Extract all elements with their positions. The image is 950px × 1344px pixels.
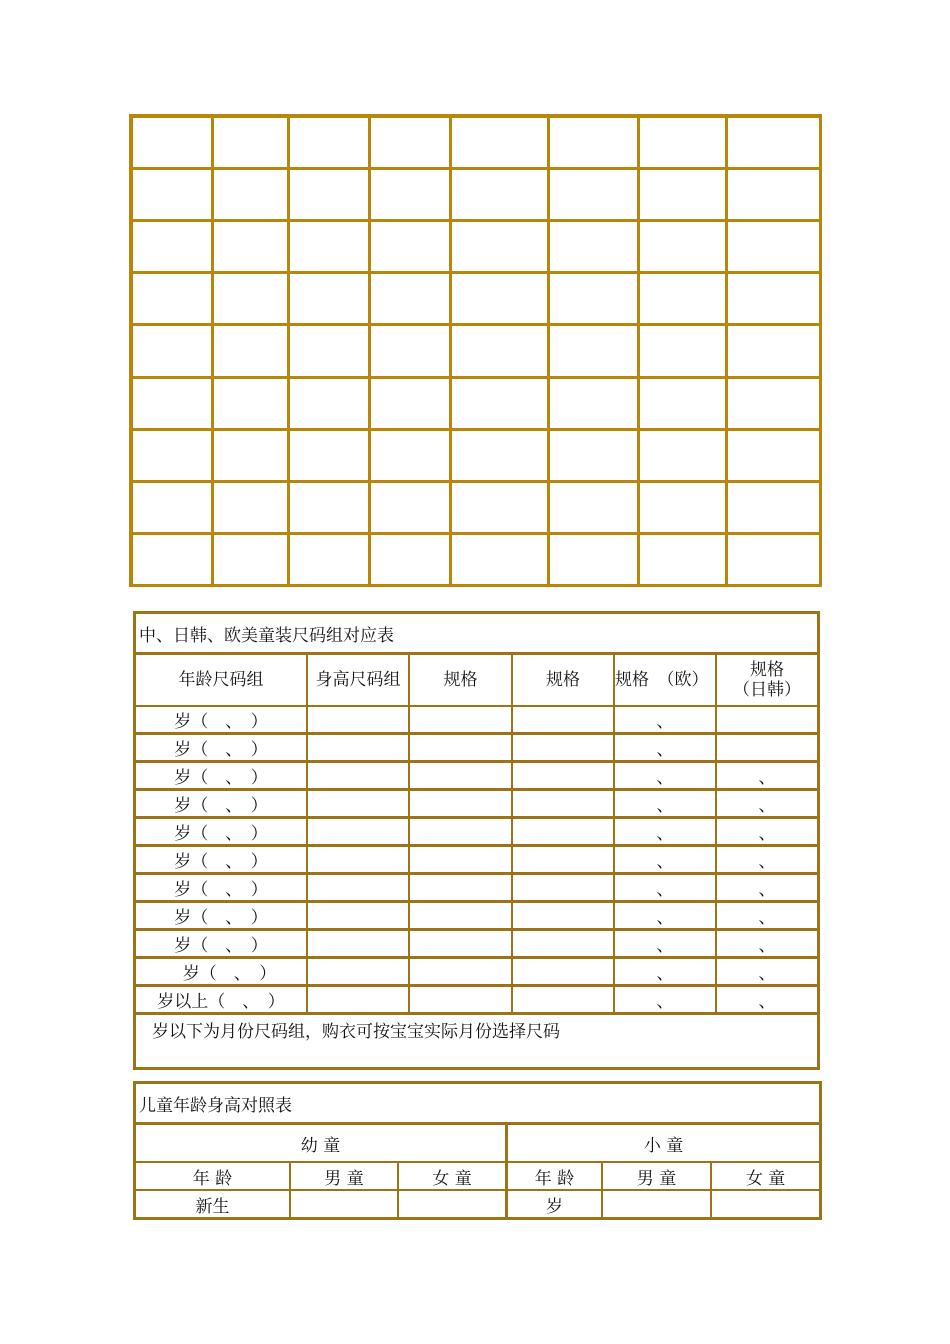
size-table-row (135, 930, 818, 958)
grid-cell (638, 168, 726, 220)
spec-eu-cell: 、 (614, 874, 716, 902)
grid-cell (212, 377, 288, 429)
grid-cell (212, 220, 288, 272)
header-spec-eu: 规格 （欧） (614, 654, 716, 706)
age-size-cell: 岁（ 、 ） (135, 846, 307, 874)
age-size-cell: 岁（ 、 ） (135, 762, 307, 790)
spec-eu-cell: 、 (614, 762, 716, 790)
grid-cell (638, 272, 726, 324)
grid-cell (131, 533, 212, 585)
header-spec-1: 规格 (409, 654, 512, 706)
spec-1-cell (409, 874, 512, 902)
grid-cell (450, 220, 548, 272)
grid-cell (638, 533, 726, 585)
group-toddler: 幼 童 (135, 1124, 506, 1162)
spec-1-cell (409, 734, 512, 762)
age-size-cell: 岁（ 、 ） (135, 818, 307, 846)
grid-cell (726, 429, 820, 481)
age-height-table (133, 1081, 822, 1220)
size-table-row (135, 874, 818, 902)
spec-2-cell (512, 790, 614, 818)
spec-eu-cell: 、 (614, 790, 716, 818)
spec-2-cell (512, 874, 614, 902)
grid-cell (212, 272, 288, 324)
grid-cell (548, 429, 638, 481)
spec-2-cell (512, 762, 614, 790)
age-size-cell: 岁以上（ 、 ） (135, 986, 307, 1014)
height-size-cell (307, 790, 409, 818)
boy-cell-2 (602, 1190, 711, 1218)
grid-cell (288, 272, 369, 324)
grid-cell (212, 481, 288, 533)
spec-2-cell (512, 958, 614, 986)
grid-cell (726, 220, 820, 272)
spec-2-cell (512, 986, 614, 1014)
grid-row (131, 324, 820, 376)
girl-cell-1 (398, 1190, 506, 1218)
height-size-cell (307, 846, 409, 874)
grid-cell (131, 429, 212, 481)
spec-eu-cell: 、 (614, 818, 716, 846)
grid-cell (212, 168, 288, 220)
size-table-title: 中、日韩、欧美童装尺码组对应表 (135, 613, 818, 654)
grid-cell (288, 116, 369, 168)
spec-1-cell (409, 762, 512, 790)
age-cell-1: 新生 (135, 1190, 290, 1218)
grid-cell (548, 220, 638, 272)
spec-jp-kr-cell: 、 (716, 790, 818, 818)
age-size-cell: 岁（ 、 ） (135, 902, 307, 930)
grid-cell (726, 481, 820, 533)
size-table-row (135, 762, 818, 790)
age-size-cell: 岁（ 、 ） (135, 734, 307, 762)
size-table-row (135, 734, 818, 762)
grid-cell (548, 324, 638, 376)
size-table-row (135, 986, 818, 1014)
spec-jp-kr-cell: 、 (716, 846, 818, 874)
spec-jp-kr-cell: 、 (716, 958, 818, 986)
grid-cell (131, 324, 212, 376)
grid-cell (548, 116, 638, 168)
spec-eu-cell: 、 (614, 846, 716, 874)
grid-cell (212, 533, 288, 585)
spec-jp-kr-cell (716, 734, 818, 762)
grid-cell (131, 220, 212, 272)
age-size-cell: 岁（ 、 ） (135, 706, 307, 734)
subheader-girl-2: 女 童 (711, 1162, 820, 1190)
grid-cell (288, 324, 369, 376)
age-size-cell: 岁（ 、 ） (135, 930, 307, 958)
height-size-cell (307, 930, 409, 958)
spec-jp-kr-cell: 、 (716, 818, 818, 846)
header-height-size-group: 身高尺码组 (307, 654, 409, 706)
age-size-cell: 岁（ 、 ） (135, 958, 307, 986)
grid-cell (548, 533, 638, 585)
grid-cell (450, 429, 548, 481)
grid-cell (726, 533, 820, 585)
subheader-age-1: 年 龄 (135, 1162, 290, 1190)
grid-cell (450, 168, 548, 220)
spec-jp-kr-cell (716, 706, 818, 734)
grid-row (131, 168, 820, 220)
subheader-boy-1: 男 童 (290, 1162, 398, 1190)
spec-jp-kr-cell: 、 (716, 930, 818, 958)
height-size-cell (307, 958, 409, 986)
spec-1-cell (409, 958, 512, 986)
grid-cell (288, 533, 369, 585)
header-spec-2: 规格 (512, 654, 614, 706)
height-size-cell (307, 734, 409, 762)
grid-cell (638, 481, 726, 533)
grid-cell (450, 116, 548, 168)
size-correspondence-table (133, 611, 820, 1070)
size-table-row (135, 846, 818, 874)
height-size-cell (307, 818, 409, 846)
grid-cell (450, 481, 548, 533)
grid-cell (369, 377, 450, 429)
age-size-cell: 岁（ 、 ） (135, 874, 307, 902)
grid-cell (212, 116, 288, 168)
grid-cell (450, 533, 548, 585)
spec-eu-cell: 、 (614, 902, 716, 930)
grid-cell (450, 377, 548, 429)
spec-2-cell (512, 706, 614, 734)
grid-cell (288, 481, 369, 533)
grid-cell (450, 324, 548, 376)
grid-cell (369, 429, 450, 481)
grid-cell (369, 168, 450, 220)
grid-cell (212, 429, 288, 481)
grid-cell (288, 220, 369, 272)
spec-2-cell (512, 818, 614, 846)
empty-grid-table (129, 114, 822, 587)
spec-1-cell (409, 818, 512, 846)
spec-eu-cell: 、 (614, 734, 716, 762)
spec-1-cell (409, 790, 512, 818)
spec-jp-kr-cell: 、 (716, 762, 818, 790)
grid-cell (638, 324, 726, 376)
grid-cell (131, 377, 212, 429)
grid-cell (131, 481, 212, 533)
grid-cell (212, 324, 288, 376)
grid-row (131, 116, 820, 168)
grid-row (131, 220, 820, 272)
spec-eu-cell: 、 (614, 930, 716, 958)
age-cell-2: 岁 (506, 1190, 602, 1218)
spec-1-cell (409, 930, 512, 958)
header-spec-jp-kr-line1: 规格 (750, 660, 785, 680)
age-size-cell: 岁（ 、 ） (135, 790, 307, 818)
group-small-child: 小 童 (506, 1124, 820, 1162)
boy-cell-1 (290, 1190, 398, 1218)
grid-cell (726, 168, 820, 220)
grid-row (131, 377, 820, 429)
spec-eu-cell: 、 (614, 958, 716, 986)
spec-jp-kr-cell: 、 (716, 874, 818, 902)
height-size-cell (307, 874, 409, 902)
grid-cell (638, 377, 726, 429)
grid-cell (726, 116, 820, 168)
grid-row (131, 533, 820, 585)
grid-cell (726, 324, 820, 376)
grid-cell (638, 116, 726, 168)
spec-2-cell (512, 902, 614, 930)
size-table-row (135, 818, 818, 846)
grid-cell (369, 533, 450, 585)
grid-cell (369, 324, 450, 376)
spec-eu-cell: 、 (614, 706, 716, 734)
grid-cell (369, 220, 450, 272)
header-spec-jp-kr (716, 654, 818, 706)
header-age-size-group: 年龄尺码组 (135, 654, 307, 706)
grid-cell (726, 377, 820, 429)
size-table-note: 岁以下为月份尺码组，购衣可按宝宝实际月份选择尺码 (135, 1014, 818, 1068)
spec-1-cell (409, 706, 512, 734)
height-size-cell (307, 902, 409, 930)
spec-1-cell (409, 986, 512, 1014)
size-table-row (135, 706, 818, 734)
grid-cell (131, 272, 212, 324)
grid-cell (369, 481, 450, 533)
spec-2-cell (512, 734, 614, 762)
header-spec-jp-kr-line2: （日韩） (733, 680, 802, 700)
girl-cell-2 (711, 1190, 820, 1218)
grid-cell (369, 272, 450, 324)
subheader-age-2: 年 龄 (506, 1162, 602, 1190)
grid-cell (131, 116, 212, 168)
grid-cell (548, 377, 638, 429)
spec-2-cell (512, 930, 614, 958)
subheader-boy-2: 男 童 (602, 1162, 711, 1190)
spec-jp-kr-cell: 、 (716, 902, 818, 930)
grid-cell (726, 272, 820, 324)
grid-cell (288, 168, 369, 220)
spec-1-cell (409, 846, 512, 874)
subheader-girl-1: 女 童 (398, 1162, 506, 1190)
grid-cell (450, 272, 548, 324)
height-size-cell (307, 986, 409, 1014)
size-table-row (135, 790, 818, 818)
grid-row (131, 272, 820, 324)
grid-cell (548, 481, 638, 533)
size-table-row (135, 902, 818, 930)
size-table-row (135, 958, 818, 986)
grid-cell (638, 220, 726, 272)
spec-2-cell (512, 846, 614, 874)
height-size-cell (307, 762, 409, 790)
grid-cell (288, 377, 369, 429)
spec-eu-cell: 、 (614, 986, 716, 1014)
spec-1-cell (409, 902, 512, 930)
grid-cell (548, 168, 638, 220)
grid-cell (638, 429, 726, 481)
grid-cell (131, 168, 212, 220)
grid-cell (288, 429, 369, 481)
height-size-cell (307, 706, 409, 734)
grid-row (131, 429, 820, 481)
grid-cell (548, 272, 638, 324)
grid-row (131, 481, 820, 533)
age-table-title: 儿童年龄身高对照表 (135, 1083, 820, 1124)
spec-jp-kr-cell: 、 (716, 986, 818, 1014)
grid-cell (369, 116, 450, 168)
